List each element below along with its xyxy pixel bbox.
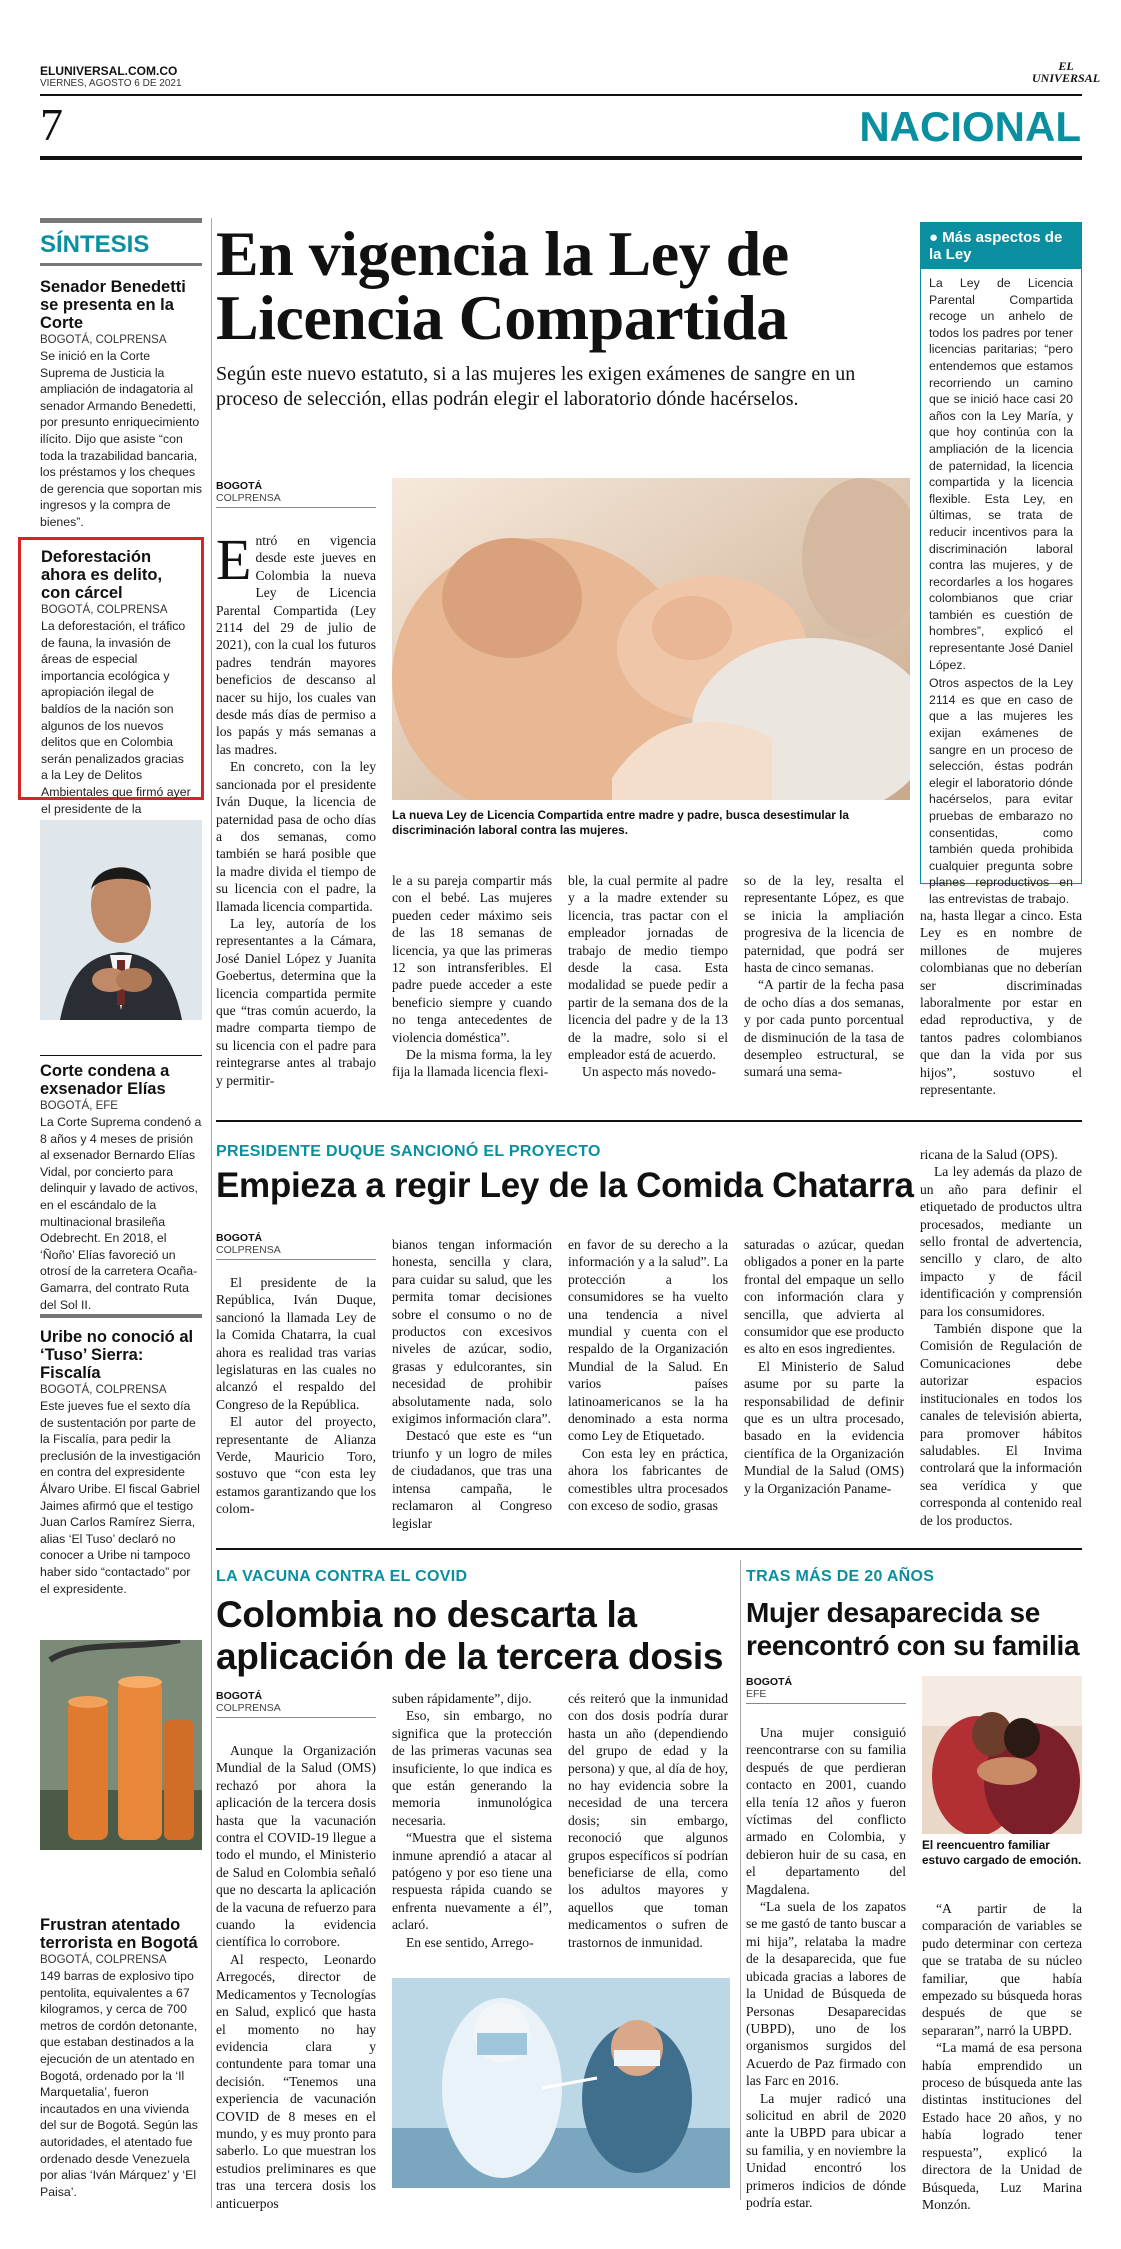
third-paragraph: En ese sentido, Arrego- [406, 1934, 534, 1950]
masthead-rule [40, 94, 1082, 96]
info-box-paragraph: Otros aspectos de la Ley 2114 es que en caso de que a las mujeres les exijan exámenes de sangre en un proceso de selección, éstas podrán elegir el laboratorio dónde hacérselos, para evitar pruebas de embarazo no consentidas, como también queda prohibida cualquier pregunta sobre planes reproductivos en las entrevistas de trabajo. [929, 676, 1073, 906]
brief-item-highlighted [18, 537, 204, 816]
byline-agency: COLPRENSA [216, 1244, 376, 1260]
fourth-paragraph: “A partir de la comparación de variables se pudo determinar con certeza que se trataba de su núcleo familiar, que había empezado su búsqueda horas después de que se separaran”, narró la UBPD. [922, 1901, 1082, 2038]
byline-city: BOGOTÁ [216, 1232, 263, 1244]
second-paragraph: También dispone que la Comisión de Regulación de Comunicaciones debe autorizar espacios institucionales en todos los canales de televisión abierta, para promover hábitos saludables. El Invima controlará que la información sea verídica y que corresponda al contenido real de los productos. [920, 1321, 1082, 1528]
lead-paragraph: De la misma forma, la ley fija la llamada licencia flexi- [392, 1047, 552, 1080]
third-paragraph: Al respecto, Leonardo Arregocés, director de Medicamentos y Tecnologías en Salud, explicó que hasta el momento no hay evidencia clara y contundente para tomar una decisión. “Tenemos una experiencia de vacunación COVID de 8 meses en el mundo, y es muy pronto para saberlo. Lo que muestran los estudios preliminares es que tras una tercera dosis los anticuerpos [216, 1951, 376, 2211]
photo-rule [40, 1055, 202, 1056]
lead-col-5 [920, 907, 1082, 1098]
logo [1032, 60, 1100, 84]
brief-title[interactable]: Frustran atentado terrorista en Bogotá [40, 1916, 198, 1952]
third-headline[interactable]: Colombia no descarta la aplicación de la tercera dosis [216, 1594, 724, 1677]
fourth-photo-caption: El reencuentro familiar estuvo cargado de emoción. [922, 1838, 1082, 1867]
lead-col-1 [216, 527, 376, 1089]
brief-body: Se inició en la Corte Suprema de Justicia la ampliación de indagatoria al senador Armando Benedetti, por presunto enriquecimiento ilícito. Dijo que asiste “con toda la trazabilidad bancaria, los préstamos y los cheques de gerencia que soportan mis ingresos y la compra de bienes”. [40, 349, 203, 529]
info-box-body [921, 269, 1081, 914]
brief-body: La Corte Suprema condenó a 8 años y 4 meses de prisión al exsenador Bernardo Elías Vidal, por concierto para delinquir y lavado de activos, en el escándalo de la multinacional brasileña Odebrecht. En 2018, el ‘Ñoño’ Elías favoreció un otrosí de la carretera Ocaña-Gamarra, del contrato Ruta del Sol II. [40, 1115, 202, 1312]
brief-title[interactable]: Uribe no conoció al ‘Tuso’ Sierra: Fiscalía [40, 1328, 194, 1382]
second-kicker: PRESIDENTE DUQUE SANCIONÓ EL PROYECTO [216, 1143, 601, 1160]
third-paragraph: “Muestra que el sistema inmune aprendió a atacar al patógeno y por eso tiene una respuesta rápida cuando se enfrenta nuevamente a él”, aclaró. [392, 1830, 552, 1933]
dropcap: E [216, 527, 252, 592]
brief-title[interactable]: Senador Benedetti se presenta en la Corte [40, 278, 186, 332]
sidebar [40, 218, 202, 531]
photo-senator [40, 820, 202, 1020]
lead-paragraph: En concreto, con la ley sancionada por el presidente Iván Duque, la licencia de paternidad pasa de ocho días a dos semanas, como también se hará posible que la madre divida el tiempo de su licencia con el padre, la llamada licencia compartida. [216, 759, 376, 914]
third-paragraph: cés reiteró que la inmunidad con dos dosis podría durar hasta un año (dependiendo del grupo de edad y la persona) y que, al día de hoy, no hay evidencia sobre la necesidad de una tercera dosis; sin embargo, reconoció que algunos grupos específicos sí podrían beneficiarse de ella, como los adultos mayores y aquellos que toman medicamentos o sufren de trastornos de inmunidad. [568, 1691, 728, 1950]
third-col-1 [216, 1742, 376, 2212]
section-rule [40, 156, 1082, 160]
divider [40, 263, 202, 266]
brief-title[interactable]: Corte condena a exsenador Elías [40, 1062, 170, 1098]
second-paragraph: saturadas o azúcar, quedan obligados a poner en la parte frontal del empaque un sello con información clara y sencilla, que advierta al consumidor que ese producto es alto en esos ingredientes. [744, 1237, 904, 1357]
sidebar-top-bar [40, 218, 202, 223]
info-box-paragraph: La Ley de Licencia Parental Compartida recoge un anhelo de todos los padres por tener licencias paritarias; “pero entendemos que estamos recorriendo un camino que se inició hace casi 20 años con la Ley María, y que hoy continúa con la ampliación de la licencia de paternidad, la licencia compartida y la licencia flexible. Esta Ley, en últimas, se trata de reducir incentivos para la discriminación laboral contra las mujeres, y de recordarles a los hogares colombianos que criar también es cuestión de hombres”, explicó el representante José Daniel López. [929, 276, 1073, 672]
divider [40, 1314, 202, 1318]
byline-agency: COLPRENSA [216, 1702, 376, 1718]
lead-photo-caption: La nueva Ley de Licencia Compartida entre madre y padre, busca desestimular la discriminación laboral contra las mujeres. [392, 808, 849, 837]
second-paragraph: ricana de la Salud (OPS). [920, 1147, 1058, 1162]
brief-item [40, 1062, 202, 1313]
third-col-2 [392, 1690, 552, 1951]
bullet-icon: ● [929, 229, 939, 246]
brief-item [40, 1328, 202, 1597]
brief-meta: BOGOTÁ, COLPRENSA [40, 334, 167, 346]
third-paragraph: Eso, sin embargo, no significa que la protección de las primeras vacunas sea insuficiente, lo que indica es que están generando la memoria inmunológica necesaria. [392, 1708, 552, 1828]
lead-paragraph: na, hasta llegar a cinco. Esta Ley es en nombre de millones de mujeres colombianas que no deberían ser discriminadas laboralmente por estar en edad reproductiva, y de tantos padres colombianos que dan la vida por sus hijos”, sostuvo el representante. [920, 908, 1082, 1098]
fourth-paragraph: “La suela de los zapatos se me gastó de tanto buscar a mi hija”, relataba la madre de la desaparecida, que fue ubicada gracias a labores de la Unidad de Búsqueda de Personas Desaparecidas (UBPD), uno de los organismos surgidos del Acuerdo de Paz firmado con las Farc en 2016. [746, 1899, 906, 2089]
section-separator [216, 1120, 1082, 1122]
fourth-col-2 [922, 1900, 1082, 2213]
brief-meta: BOGOTÁ, COLPRENSA [41, 604, 168, 616]
section-title: NACIONAL [859, 103, 1081, 150]
issue-date: VIERNES, AGOSTO 6 DE 2021 [40, 78, 182, 89]
brief-body: 149 barras de explosivo tipo pentolita, equivalentes a 67 kilogramos, y cerca de 700 metros de cordón detonante, que estaban destinados a la ejecución de un atentado en Bogotá, ordenado por la ‘Il Marquetalia’, fueron incautados en una vivienda del sur de Bogotá. Según las autoridades, el atentado fue ordenado desde Venezuela por alias ‘Iván Márquez’ y ‘El Paisa’. [40, 1969, 198, 2199]
brief-meta: BOGOTÁ, EFE [40, 1100, 118, 1112]
byline-agency: COLPRENSA [216, 492, 376, 508]
lead-col-2 [392, 872, 552, 1081]
second-col-3 [568, 1236, 728, 1515]
second-headline[interactable]: Empieza a regir Ley de la Comida Chatarra [216, 1166, 914, 1205]
logo-bottom: UNIVERSAL [1032, 71, 1101, 85]
column-divider [211, 218, 212, 2208]
info-box [920, 222, 1082, 906]
second-paragraph: Con esta ley en práctica, ahora los fabricantes de comestibles ultra procesados con exceso de sodio, grasas [568, 1445, 728, 1514]
lead-col-3 [568, 872, 728, 1081]
byline-city: BOGOTÁ [216, 1690, 263, 1702]
byline-agency: EFE [746, 1688, 906, 1704]
lead-col-4 [744, 872, 904, 1081]
second-paragraph: bianos tengan información honesta, sencilla y clara, para cuidar su salud, que les permita tomar decisiones sobre el consumo o no de productos con excesivos niveles de azúcar, sodio, grasas y edulcorantes, sin necesidad de prohibir absolutamente nada, solo exigimos información clara”. [392, 1237, 552, 1427]
lead-paragraph: “A partir de la fecha pasa de ocho días a dos semanas, y por cada punto porcentual de disminución de la tasa de desempleo estructural, se sumará una sema- [744, 977, 904, 1080]
second-col-2 [392, 1236, 552, 1532]
second-col-5 [920, 1146, 1082, 1529]
second-paragraph: La ley además da plazo de un año para definir el etiquetado de productos ultra procesados, mediante un sello frontal de advertencia, sencillo y claro, de alto impacto y de fácil identificación y comprensión para los consumidores. [920, 1164, 1082, 1319]
third-paragraph: suben rápidamente”, dijo. [392, 1691, 532, 1706]
second-paragraph: El presidente de la República, Iván Duque, sancionó la llamada Ley de la Comida Chatarra, la cual ahora es realidad tras varias legislaturas en las cuales no alcanzó el respaldo del Congreso de la República. [216, 1275, 376, 1412]
second-paragraph: en favor de su derecho a la información y a la salud”. La protección a los consumidores se ha vuelto una tendencia a nivel mundial y cuenta con el respaldo de la Organización Mundial de la Salud. En varios países latinoamericanos se la ha denominado a esta norma como Ley de Etiquetado. [568, 1237, 728, 1444]
brief-item [40, 278, 202, 531]
brief-body: La deforestación, el tráfico de fauna, la invasión de áreas de especial importancia ecológica y apropiación ilegal de baldíos de la nación son algunos de los nuevos delitos que en Colombia serán penalizados gracias a la Ley de Delitos Ambientales que firmó ayer el presidente de la [41, 619, 191, 816]
site-url[interactable]: ELUNIVERSAL.COM.CO [40, 64, 178, 78]
logo-top: EL [1058, 59, 1074, 73]
photo-vaccination [392, 1978, 730, 2188]
second-col-4 [744, 1236, 904, 1497]
photo-newborn [392, 478, 910, 800]
second-paragraph: El autor del proyecto, representante de Alianza Verde, Mauricio Toro, sostuvo que “con esta ley estamos garantizando que los colom- [216, 1414, 376, 1517]
sidebar-heading: SÍNTESIS [40, 231, 150, 258]
fourth-paragraph: La mujer radicó una solicitud en abril de 2020 ante la UBPD para ubicar a su familia, y en noviembre la Unidad encontró los primeros indicios de dónde podría estar. [746, 2090, 906, 2210]
brief-item [40, 1916, 202, 2200]
section-separator [216, 1548, 1082, 1550]
lead-paragraph: ble, la cual permite al padre y a la madre extender su licencia, tras pactar con el empleador jornadas de trabajo de medio tiempo desde la casa. Esta modalidad se puede pedir a partir de la semana dos de la licencia del padre y de la 13 de la madre, solo si el empleador está de acuerdo. [568, 873, 728, 1063]
lead-byline [216, 480, 376, 508]
brief-body: Este jueves fue el sexto día de sustentación por parte de la Fiscalía, para pedir la preclusión de la investigación en contra del expresidente Álvaro Uribe. El fiscal Gabriel Jaimes afirmó que el testigo Juan Carlos Ramírez Sierra, alias ‘El Tuso’ declaró no conocer a Uribe ni tampoco haber sido “contactado” por el expresidente. [40, 1399, 201, 1596]
fourth-headline[interactable]: Mujer desaparecida se reencontró con su familia [746, 1597, 1080, 1661]
fourth-byline [746, 1676, 906, 1704]
brief-meta: BOGOTÁ, COLPRENSA [40, 1384, 167, 1396]
photo-explosives [40, 1640, 202, 1850]
brief-meta: BOGOTÁ, COLPRENSA [40, 1954, 167, 1966]
brief-title[interactable]: Deforestación ahora es delito, con cárcel [41, 548, 163, 602]
fourth-paragraph: “La mamá de esa persona había emprendido un proceso de búsqueda ante las distintas instituciones del Estado hace 20 años, y no había logrado tener respuesta”, explicó la directora de la Unidad de Búsqueda, Luz Marina Monzón. [922, 2040, 1082, 2212]
third-byline [216, 1690, 376, 1718]
info-box-header [921, 223, 1081, 269]
lead-paragraph: La ley, autoría de los representantes a la Cámara, José Daniel López y Juanita Goebertus, determina que la licencia compartida permite que “tras común acuerdo, la madre comparta tiempo de su licencia con el padre para reintegrarse antes al trabajo y permitir- [216, 915, 376, 1088]
third-kicker: LA VACUNA CONTRA EL COVID [216, 1568, 468, 1585]
second-paragraph: El Ministerio de Salud asume por su parte la responsabilidad de definir que es un ultra procesado, basado en la evidencia científica de la Organización Mundial de la Salud (OMS) y la Organización Paname- [744, 1358, 904, 1496]
byline-city: BOGOTÁ [216, 480, 263, 492]
lead-paragraph: so de la ley, resalta el representante López, es que se inicia la ampliación progresiva de la licencia de paternidad, que podrá ser hasta de cinco semanas. [744, 873, 904, 976]
fourth-kicker: TRAS MÁS DE 20 AÑOS [746, 1568, 935, 1585]
second-col-1 [216, 1274, 376, 1518]
fourth-col-1 [746, 1724, 906, 2211]
third-paragraph: Aunque la Organización Mundial de la Salud (OMS) rechazó por ahora la aplicación de la tercera dosis hasta que la vacunación contra el COVID-19 llegue a todo el mundo, el Ministerio de Salud en Colombia señaló que no descarta la aplicación de la vacuna de refuerzo para cuando la evidencia científica lo corrobore. [216, 1743, 376, 1950]
lead-subhead: Según este nuevo estatuto, si a las mujeres les exigen exámenes de sangre en un proceso de selección, ellas podrán elegir el laboratorio dónde hacérselos. [216, 363, 856, 410]
column-divider [740, 1560, 741, 2200]
third-col-3 [568, 1690, 728, 1951]
lead-headline[interactable]: En vigencia la Ley de Licencia Compartida [216, 218, 789, 353]
second-paragraph: Destacó que este es “un triunfo y un logro de miles de ciudadanos, que tras una intensa campaña, le reclamaron al Congreso legislar [392, 1428, 552, 1531]
info-box-title: Más aspectos de la Ley [929, 229, 1063, 263]
second-byline [216, 1232, 376, 1260]
photo-reunion [922, 1676, 1082, 1834]
page-number: 7 [40, 99, 63, 150]
lead-paragraph: ntró en vigencia desde este jueves en Colombia la nueva Ley de Licencia Parental Compartida (Ley 2114 del 29 de julio de 2021), con la cual los futuros padres tendrán mayores beneficios de descanso al nacer su hijo, los cuales van desde más días de permiso a los papás y más semanas a las madres. [216, 533, 376, 757]
byline-city: BOGOTÁ [746, 1676, 793, 1688]
fourth-paragraph: Una mujer consiguió reencontrarse con su familia después de que perdieran contacto en 2001, cuando ella tenía 12 años y fueron víctimas del conflicto armado en Colombia, y debieron huir de su casa, en el departamento del Magdalena. [746, 1725, 906, 1897]
lead-paragraph: Un aspecto más novedo- [582, 1064, 717, 1080]
lead-paragraph: le a su pareja compartir más con el bebé. Las mujeres pueden ceder máximo seis de las 18 semanas de licencia, ya que las primeras 12 son intransferibles. El padre puede acceder a este beneficio siempre y cuando no tenga antecedentes de violencia doméstica”. [392, 873, 552, 1045]
